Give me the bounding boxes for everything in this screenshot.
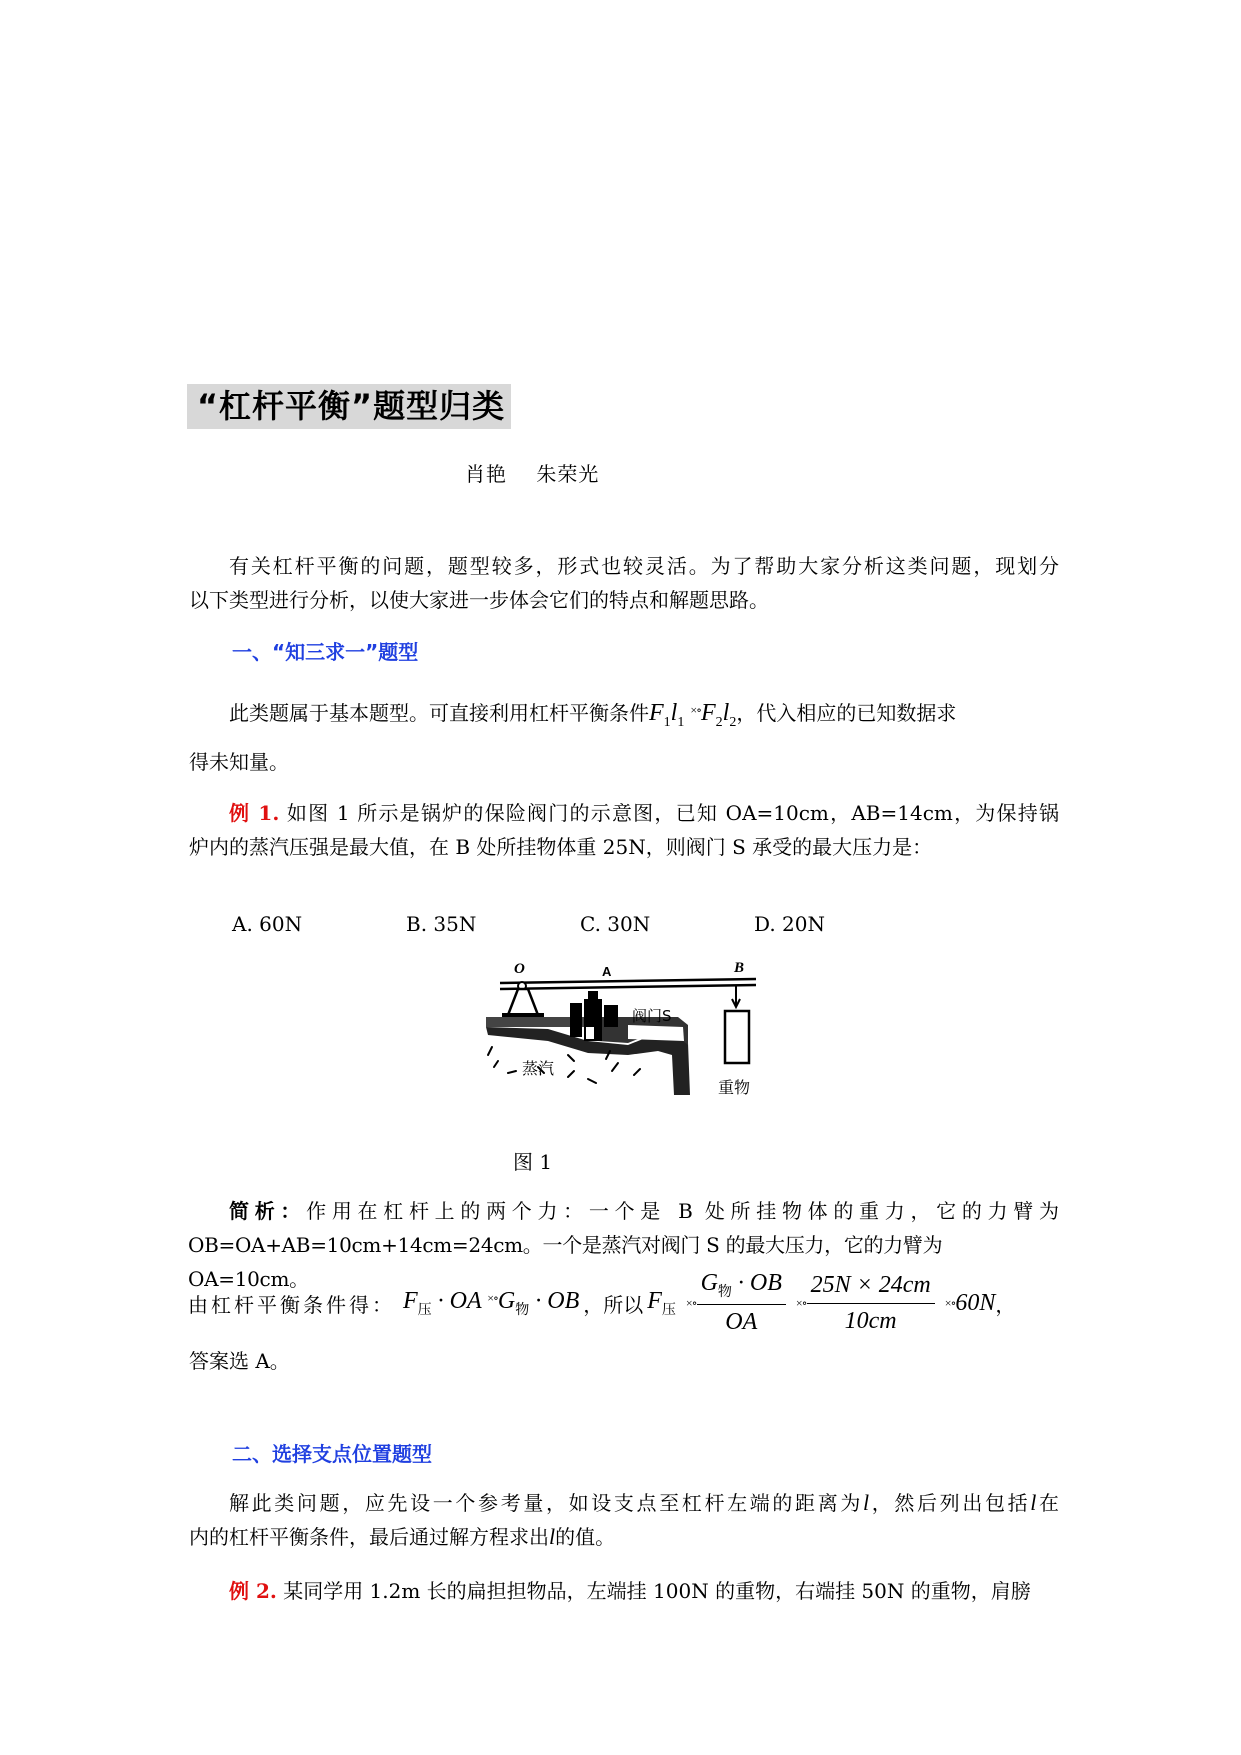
example1-line-2: 炉内的蒸汽压强是最大值，在 B 处所挂物体重 25N，则阀门 S 承受的最大压力是：: [189, 835, 933, 859]
example1-line-1: 例 1. 如图 1 所示是锅炉的保险阀门的示意图，已知 OA=10cm，AB=14cm，为保持锅: [229, 801, 1059, 825]
label-b: B: [734, 960, 745, 976]
fraction-2: $\frac{25N \times 24cm}{10cm}$: [807, 1272, 935, 1335]
example2-line-1: 例 2. 某同学用 1.2m 长的扁担担物品，左端挂 100N 的重物，右端挂 50N 的重物，肩膀: [229, 1579, 1031, 1603]
analysis1-equation: 由杠杆平衡条件得： $F_压$ · OA $^{\times\circ}G_物$ · OB ，所以 $F_压$ ×∘ $\frac{G_物 \cdot OB}{OA}$ ×∘ $\frac{25N \times 24cm}{10cm}$ ×∘ 60N ，: [188, 1269, 1016, 1336]
analysis1-line-2: OB=OA+AB=10cm+14cm=24cm。一个是蒸汽对阀门 S 的最大压力，它的力臂为 OA=10cm。: [188, 1233, 943, 1291]
balance-formula: $F_1l_1$ $^{\times\circ}F_2l_2$: [649, 700, 737, 730]
hanging-weight: [725, 985, 749, 1063]
section1-heading: 一、“知三求一”题型: [232, 640, 419, 664]
analysis1-label: 简析：: [229, 1199, 307, 1223]
section1-text-after: ，代入相应的已知数据求: [736, 701, 957, 725]
section1-line-2: 得未知量。: [189, 750, 289, 774]
fraction-1: $\frac{G_物 \cdot OB}{OA}$: [697, 1270, 786, 1337]
section1-text-before: 此类题属于基本题型。可直接利用杠杆平衡条件: [229, 701, 649, 725]
authors: 肖艳 朱荣光: [465, 462, 600, 486]
analysis1-answer: 答案选 A。: [189, 1349, 290, 1373]
section2-line-1: 解此类问题，应先设一个参考量，如设支点至杠杆左端的距离为l，然后列出包括l在: [229, 1490, 1060, 1515]
result: 60N: [955, 1289, 996, 1316]
figure-1-caption: 图 1: [513, 1150, 553, 1174]
analysis1-line-1: 简析：作用在杠杆上的两个力：一个是 B 处所挂物体的重力，它的力臂为: [229, 1199, 1059, 1223]
intro-line-2: 以下类型进行分析，以使大家进一步体会它们的特点和解题思路。: [189, 588, 769, 612]
intro-line-1: 有关杠杆平衡的问题，题型较多，形式也较灵活。为了帮助大家分析这类问题，现划分: [229, 554, 1059, 578]
label-o: O: [514, 961, 525, 977]
option-d: D. 20N: [754, 912, 825, 936]
example1-label: 例 1.: [229, 801, 280, 825]
lever-bar: [500, 979, 756, 989]
example2-label: 例 2.: [229, 1579, 277, 1603]
option-a: A. 60N: [232, 912, 303, 936]
boiler-valve-figure: [478, 955, 768, 1105]
section2-heading: 二、选择支点位置题型: [232, 1442, 432, 1466]
label-valve: 阀门S: [632, 1007, 672, 1025]
option-c: C. 30N: [580, 912, 651, 936]
section1-line-1: [189, 693, 1059, 740]
document-title: “杠杆平衡”题型归类: [187, 384, 511, 429]
label-weight: 重物: [718, 1078, 751, 1097]
section2-line-2: 内的杠杆平衡条件，最后通过解方程求出l的值。: [189, 1524, 616, 1549]
label-a: A: [602, 964, 612, 979]
option-b: B. 35N: [406, 912, 477, 936]
label-steam: 蒸汽: [522, 1059, 555, 1078]
